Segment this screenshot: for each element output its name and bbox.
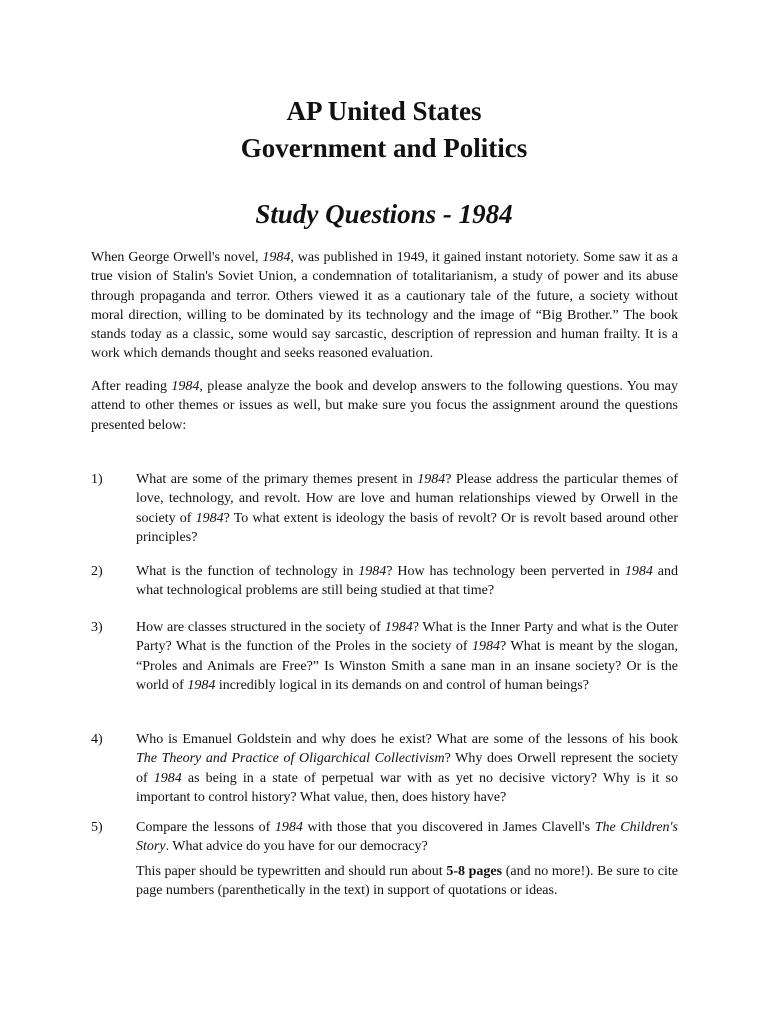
question-text-part: incredibly logical in its demands on and control of human beings? — [215, 677, 589, 693]
question-text — [136, 818, 678, 857]
question-number: 1) — [91, 472, 103, 487]
question-italic-part: 1984 — [417, 472, 446, 487]
question-text-part: What is the function of technology in — [136, 564, 359, 579]
instructions-paragraph — [91, 377, 678, 435]
question-text-part: as being in a state of perpetual war with as yet no decisive victory? Why is it so important to control history? What value, then, does history have? — [136, 770, 678, 805]
question-3 — [91, 618, 678, 695]
question-text-part: Compare the lessons of — [136, 820, 275, 835]
closing-text-1: This paper should be typewritten and should run about — [136, 864, 447, 879]
question-number: 5) — [91, 820, 103, 835]
question-italic-part: 1984 — [358, 564, 387, 579]
question-italic-part: 1984 — [195, 510, 224, 526]
question-text — [136, 730, 678, 807]
title-block — [0, 93, 768, 167]
question-italic-part: 1984 — [187, 677, 216, 693]
closing-text-2: (and no more!). Be sure to cite page numbers (parenthetically in the text) in support of quotations or ideas. — [136, 864, 678, 899]
question-text — [136, 470, 678, 547]
closing-page-count: 5-8 pages — [446, 864, 503, 879]
question-text-part: with those that you discovered in James Clavell's — [302, 820, 595, 835]
question-text-part: ? Please address the particular themes of love, technology, and revolt. How are love and human relationships viewed by Orwell in the society of — [136, 472, 678, 526]
question-text-part: Who is Emanuel Goldstein and why does he exist? What are some of the lessons of his book — [136, 732, 678, 747]
intro-book-title: 1984 — [262, 250, 291, 265]
question-2 — [91, 562, 678, 601]
question-text-part: ? To what extent is ideology the basis of revolt? Or is revolt based around other principles? — [136, 510, 678, 545]
question-text-part: What are some of the primary themes present in — [136, 472, 418, 487]
title-line-2: Government and Politics — [240, 133, 528, 163]
intro-paragraph — [91, 248, 678, 364]
question-text-part: ? What is meant by the slogan, “Proles and Animals are Free?” Is Winston Smith a sane man in an insane society? Or is the world of — [136, 639, 678, 693]
title-line-1: AP United States — [286, 96, 482, 126]
intro-text-1: When George Orwell's novel, — [91, 250, 263, 265]
question-text — [136, 562, 678, 601]
question-italic-part: 1984 — [472, 639, 501, 655]
intro-text-2: , was published in 1949, it gained instant notoriety. Some saw it as a true vision of Stalin's Soviet Union, a condemnation of totalitarianism, a study of power and its abuse through propaganda and terror. Others viewed it as a cautionary tale of the future, a society without moral direction, willing to be dominated by its technology and the image of “Big Brother.” The book stands today as a classic, some would say sarcastic, description of repression and human frailty. It is a work which demands thought and seeks reasoned evaluation. — [91, 250, 679, 362]
question-text-part: How are classes structured in the society of — [136, 620, 385, 635]
question-number: 4) — [91, 732, 103, 747]
question-italic-part: The Children's Story — [136, 820, 679, 855]
question-4 — [91, 730, 678, 807]
question-italic-part: 1984 — [274, 820, 303, 835]
question-text-part: ? Why does Orwell represent the society of — [136, 751, 679, 786]
question-text-part: . What advice do you have for our democracy? — [165, 839, 428, 855]
question-text-part: ? How has technology been perverted in — [386, 564, 625, 579]
question-text-part: and what technological problems are still being studied at that time? — [136, 564, 678, 599]
question-italic-part: 1984 — [153, 770, 182, 786]
question-italic-part: The Theory and Practice of Oligarchical Collectivism — [136, 751, 445, 767]
instructions-book-title: 1984 — [171, 379, 200, 394]
question-number: 3) — [91, 620, 103, 635]
question-italic-part: 1984 — [624, 564, 653, 579]
question-text — [136, 618, 678, 695]
closing-paragraph — [136, 862, 678, 901]
question-1 — [91, 470, 678, 547]
question-text-part: ? What is the Inner Party and what is the Outer Party? What is the function of the Proles in the society of — [136, 620, 678, 655]
instructions-text-1: After reading — [91, 379, 172, 394]
question-5 — [91, 818, 678, 857]
subtitle: Study Questions - 1984 — [255, 199, 513, 229]
instructions-text-2: , please analyze the book and develop answers to the following questions. You may attend to other themes or issues as well, but make sure you focus the assignment around the questions presented below: — [91, 379, 678, 433]
question-number: 2) — [91, 564, 103, 579]
question-italic-part: 1984 — [384, 620, 413, 635]
